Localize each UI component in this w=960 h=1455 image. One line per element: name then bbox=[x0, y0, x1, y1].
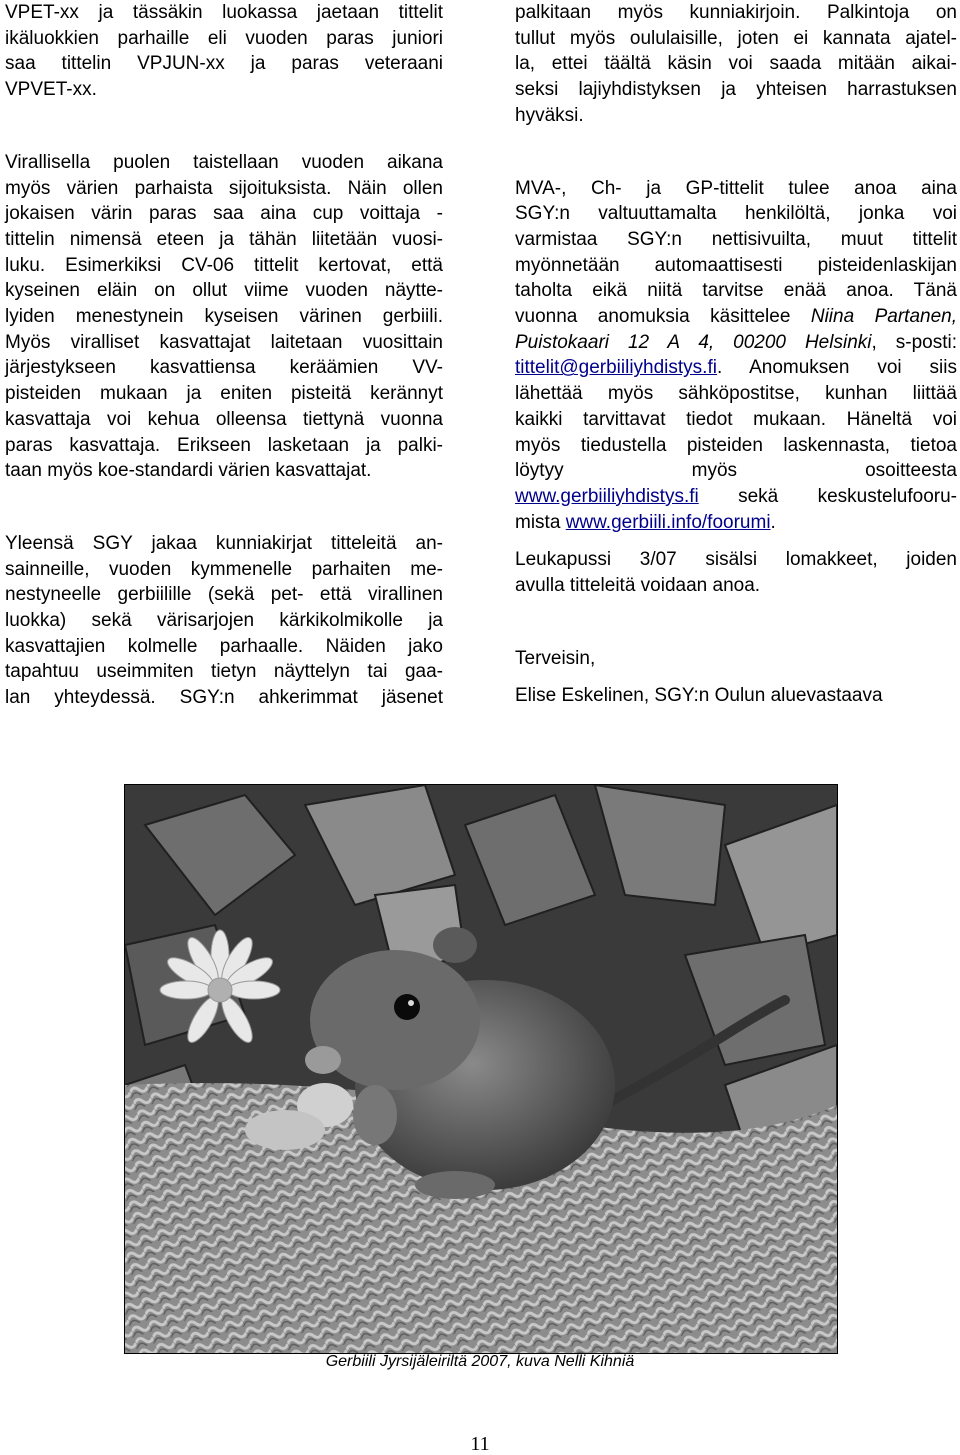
text-line: järjestykseen kasvattiensa keräämien VV- bbox=[5, 357, 443, 379]
text-line: myös värien parhaista sijoituksista. Näin ollen bbox=[5, 177, 443, 199]
text-line: Yleensä SGY jakaa kunniakirjat titteleitä an- bbox=[5, 532, 443, 554]
text-line: lyiden menestynein kyseisen värinen gerbiili. bbox=[5, 306, 443, 328]
paragraph-awards bbox=[515, 0, 957, 129]
website-link[interactable]: www.gerbiiliyhdistys.fi bbox=[515, 485, 699, 507]
page-number: 11 bbox=[470, 1433, 490, 1455]
text-line: kasvattajien kolmelle parhaalle. Näiden jako bbox=[5, 635, 443, 657]
text-line bbox=[515, 330, 957, 356]
contact-address: Puistokaari 12 A 4, 00200 Helsinki bbox=[515, 331, 872, 353]
text-line: kyseinen eläin on ollut viime vuoden näytte- bbox=[5, 280, 443, 302]
text-line bbox=[515, 304, 957, 330]
text-line: nestyneelle gerbiilille (sekä pet- että virallinen bbox=[5, 584, 443, 606]
text-line: palkitaan myös kunniakirjoin. Palkintoja on bbox=[515, 2, 957, 23]
text-line: VPET-xx ja tässäkin luokassa jaetaan tittelit bbox=[5, 2, 443, 23]
text-line bbox=[515, 355, 957, 381]
paragraph-titles-age bbox=[5, 0, 443, 103]
text-line: myös tiedustella pisteiden laskennasta, tietoa bbox=[515, 434, 957, 456]
text-line: kaikki tarvittavat tiedot mukaan. Häneltä voi bbox=[515, 408, 957, 430]
text-run: sekä keskustelufooru- bbox=[698, 485, 957, 507]
text-line: tittelin nimensä eteen ja tähän liitetään vuosi- bbox=[5, 228, 443, 250]
text-line: taholta eikä niitä tarvitse enää anoa. Tänä bbox=[515, 280, 957, 302]
forum-link[interactable]: www.gerbiili.info/foorumi bbox=[565, 511, 771, 533]
text-line bbox=[515, 484, 957, 510]
text-line: MVA-, Ch- ja GP-tittelit tulee anoa aina bbox=[515, 177, 957, 199]
text-line: kasvattaja voi kehua olleensa tiettynä vuonna bbox=[5, 408, 443, 430]
email-link[interactable]: tittelit@gerbiiliyhdistys.fi bbox=[515, 357, 717, 379]
text-line: Virallisella puolen taistellaan vuoden aikana bbox=[5, 151, 443, 173]
signature: Elise Eskelinen, SGY:n Oulun aluevastaava bbox=[515, 685, 883, 707]
text-run: , s-posti: bbox=[871, 331, 957, 353]
text-line: lan yhteydessä. SGY:n ahkerimmat jäsenet bbox=[5, 687, 443, 709]
text-line: myönnetään automaattisesti pisteidenlaskijan bbox=[515, 254, 957, 276]
text-line: tapahtuu useimmiten tietyn näyttelyn tai gaa- bbox=[5, 661, 443, 683]
text-line: VPVET-xx. bbox=[5, 79, 97, 101]
text-line: luku. Esimerkiksi CV-06 tittelit kertovat, että bbox=[5, 254, 443, 276]
text-line: avulla titteleitä voidaan anoa. bbox=[515, 575, 761, 597]
text-line: ikäluokkien parhaille eli vuoden paras juniori bbox=[5, 27, 443, 49]
text-line bbox=[515, 510, 957, 536]
text-line: sainneille, vuoden kymmenelle parhaiten me- bbox=[5, 558, 443, 580]
text-line: SGY:n valtuuttamalta henkilöltä, jonka voi bbox=[515, 203, 957, 225]
text-line: seksi lajiyhdistyksen ja yhteisen harrastuksen bbox=[515, 79, 957, 101]
text-line: tullut myös oululaisille, joten ei kannata ajatel- bbox=[515, 27, 957, 49]
text-line: jokaisen värin paras saa aina cup voittaja - bbox=[5, 203, 443, 225]
gerbil-photo bbox=[124, 784, 838, 1354]
greeting: Terveisin, bbox=[515, 647, 596, 669]
paragraph-certificates bbox=[5, 531, 443, 711]
paragraph-title-application bbox=[515, 176, 957, 536]
contact-name: Niina Partanen, bbox=[810, 306, 958, 328]
text-line: lähettää myös sähköpostitse, kunhan liittää bbox=[515, 383, 957, 405]
text-line: varmistaa SGY:n nettisivuilta, muut tittelit bbox=[515, 228, 957, 250]
text-run: . Anomuksen voi siis bbox=[716, 357, 957, 379]
text-line: Myös viralliset kasvattajat laitetaan vuosittain bbox=[5, 331, 443, 353]
text-line: pisteiden mukaan ja eniten pisteitä kerännyt bbox=[5, 383, 443, 405]
text-line: la, ettei täältä käsin voi saada mitään aikai- bbox=[515, 53, 957, 75]
photo-caption: Gerbiili Jyrsijäleiriltä 2007, kuva Nelli Kihniä bbox=[325, 1353, 635, 1370]
text-run: mista bbox=[515, 511, 566, 533]
text-line: paras kasvattaja. Erikseen lasketaan ja palki- bbox=[5, 434, 443, 456]
text-line: taan myös koe-standardi värien kasvattajat. bbox=[5, 460, 372, 482]
text-line: luokka) sekä värisarjojen kärkikolmikolle ja bbox=[5, 610, 443, 632]
right-column bbox=[515, 0, 957, 709]
paragraph-forms bbox=[515, 547, 957, 598]
text-line: saa tittelin VPJUN-xx ja paras veteraani bbox=[5, 53, 443, 75]
paragraph-official-side bbox=[5, 150, 443, 484]
text-line: Leukapussi 3/07 sisälsi lomakkeet, joiden bbox=[515, 549, 957, 571]
text-run: vuonna anomuksia käsittelee bbox=[515, 306, 811, 328]
text-line: löytyy myös osoitteesta bbox=[515, 460, 957, 482]
gerbil-photo-illustration bbox=[125, 785, 837, 1353]
left-column bbox=[5, 0, 443, 711]
text-line: hyväksi. bbox=[515, 104, 584, 126]
text-run: . bbox=[770, 511, 776, 533]
